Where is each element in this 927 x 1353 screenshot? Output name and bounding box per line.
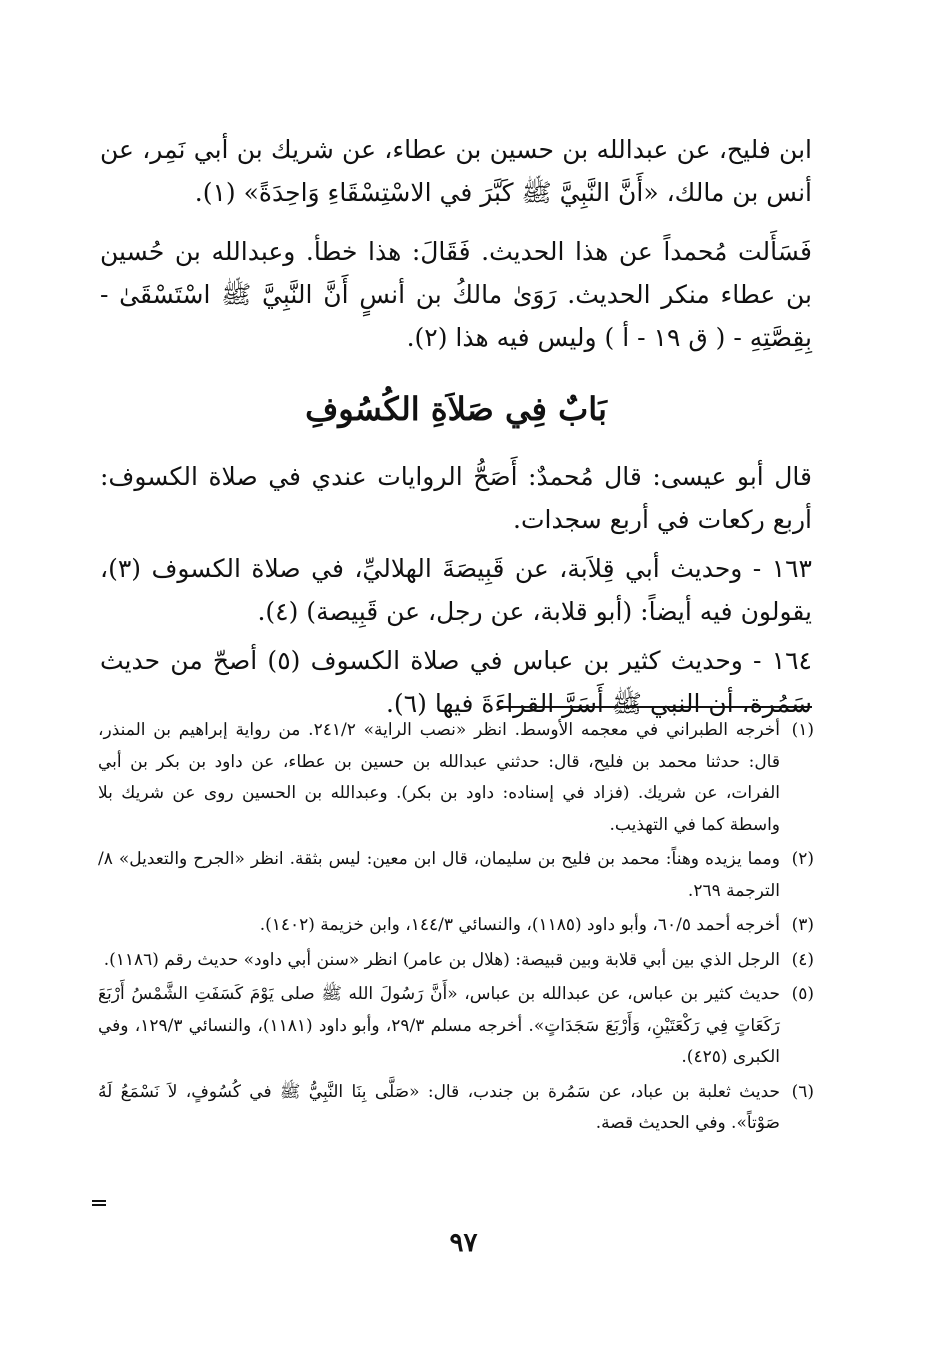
footnote-number: (٦) [791,1081,814,1102]
page-body [100,128,812,725]
footnote-text: أخرجه الطبراني في معجمه الأوسط. انظر «نصب الراية» ٢٤١/٢. من رواية إبراهيم بن المنذر، قال: حدثنا محمد بن فليح، قال: حدثني عبدالله بن حسين بن عطاء، عن داود بن بكر بن أبي الفرات، عن شريك. (فزاد في إسناده: داود بن بكر). وعبدالله بن الحسين روى عن شريك بلا واسطة كما في التهذيب. [98,720,781,835]
paragraph-1: ابن فليح، عن عبدالله بن حسين بن عطاء، عن شريك بن أبي نَمِر، عن أنس بن مالك، «أَنَّ النَّبِيَّ ﷺ كَبَّرَ في الاسْتِسْقَاءِ وَاحِدَةً» (١). [100,135,812,207]
chapter-paragraph-1: قال أبو عيسى: قال مُحمدٌ: أَصَحُّ الروايات عندي في صلاة الكسوف: أربع ركعات في أربع سجدات. [100,462,812,534]
main-text [100,128,812,359]
footnote-number: (٤) [791,949,814,970]
footnote [98,715,814,841]
footnotes [98,715,814,1143]
footnote-number: (٣) [791,915,814,935]
footnote-text: أخرجه أحمد ٦٠/٥، وأبو داود (١١٨٥)، والنسائي ١٤٤/٣، وابن خزيمة (١٤٠٢). [259,915,780,935]
footnote-number: (١) [791,720,814,740]
margin-mark [92,1200,106,1206]
footnote [98,979,814,1074]
footnote [98,844,814,907]
footnote-text: ومما يزيده وهناً: محمد بن فليح بن سليمان، قال ابن معين: ليس بثقة. انظر «الجرح والتعديل» ٨/ الترجمة ٢٦٩. [98,849,780,901]
footnote-separator [498,706,812,708]
paragraph-2: فَسَأَلت مُحمداً عن هذا الحديث. فَقَالَ: هذا خطأ. وعبدالله بن حُسين بن عطاء منكر الحديث. رَوَىٰ مالكُ بن أنسٍ أَنَّ النَّبِيَّ ﷺ اسْتَسْقَىٰ - بِقِصَّتِهِ - ( ق ١٩ - أ ) وليس فيه هذا (٢). [100,237,812,352]
footnote-text: الرجل الذي بين أبي قلابة وبين قبيصة: (هلال بن عامر) انظر «سنن أبي داود» حديث رقم (١١٨٦). [103,949,780,970]
footnote-text: حديث كثير بن عباس، عن عبدالله بن عباس، «أَنَّ رَسُولَ الله ﷺ صلى يَوْمَ كَسَفَتِ الشَّمْسُ أَرْبَعَ رَكَعَاتٍ فِي رَكْعَتَيْنِ، وَأَرْبَعَ سَجَدَاتٍ». أخرجه مسلم ٢٩/٣، وأبو داود (١١٨١)، والنسائي ١٢٩/٣، وفي الكبرى (٤٢٥). [98,984,781,1067]
footnote-number: (٥) [791,984,814,1004]
footnote [98,910,814,942]
footnote-text: حديث ثعلبة بن عباد، عن سَمُرة بن جندب، قال: «صَلَّى بِنَا النَّبِيُّ ﷺ في كُسُوفٍ، لاَ نَسْمَعُ لَهُ صَوْتاً». وفي الحديث قصة. [98,1081,780,1133]
chapter-paragraph-3: ١٦٤ - وحديث كثير بن عباس في صلاة الكسوف (٥) أصحّ من حديث سَمُرة، أن النبي ﷺ أَسَرَّ القراءَةَ فيها (٦). [100,646,812,718]
footnote-number: (٢) [791,849,814,869]
chapter-text [100,455,812,725]
page-number: ٩٧ [449,1228,478,1258]
chapter-paragraph-2: ١٦٣ - وحديث أبي قِلاَبة، عن قَبِيصَةَ الهلاليِّ، في صلاة الكسوف (٣)، يقولون فيه أيضاً: (أبو قلابة، عن رجل، عن قَبِيصة) (٤). [100,554,812,626]
footnote [98,1077,814,1140]
chapter-title: بَابٌ فِي صَلاَةِ الكُسُوفِ [305,390,607,428]
footnote [98,945,814,977]
